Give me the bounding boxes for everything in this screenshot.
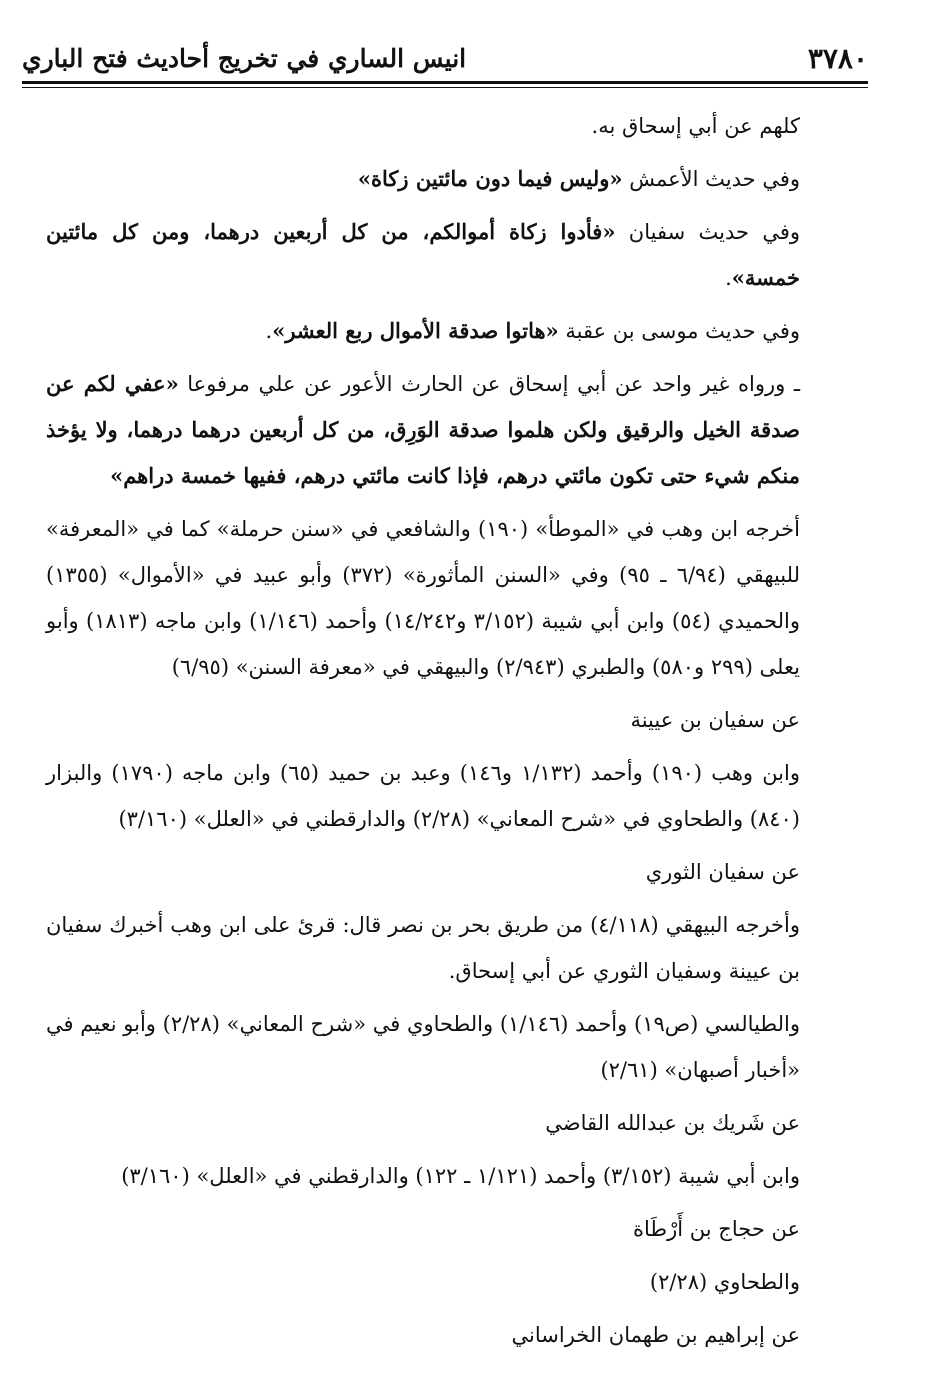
text-segment: وابن وهب (١٩٠) وأحمد (١/١٣٢ و١٤٦) وعبد بن حميد (٦٥) وابن ماجه (١٧٩٠) والبزار (٨٤٠) والطحاوي في «شرح المعاني» (٢/٢٨) والدارقطني في «العلل» (٣/١٦٠) [46, 761, 801, 831]
text-segment: . [265, 319, 273, 343]
text-segment: عن إبراهيم بن طهمان الخراساني [511, 1323, 800, 1347]
text-segment: وفي حديث الأعمش [622, 167, 800, 191]
text-segment: ـ ورواه غير واحد عن أبي إسحاق عن الحارث الأعور عن علي مرفوعا [178, 372, 800, 396]
text-segment: وأخرجه البيهقي (٤/١١٨) من طريق بحر بن نصر قال: قرئ على ابن وهب أخبرك سفيان بن عيينة وسفيان الثوري عن أبي إسحاق. [46, 913, 800, 983]
paragraph [46, 1001, 858, 1093]
page-number: ٣٧٨٠ [807, 42, 868, 75]
text-segment: أخرجه ابن وهب في «الموطأ» (١٩٠) والشافعي في «سنن حرملة» كما في «المعرفة» للبيهقي (٦/٩٤ ـ ٩٥) وفي «السنن المأثورة» (٣٧٢) وأبو عبيد في «الأموال» (١٣٥٥) والحميدي (٥٤) وابن أبي شيبة (٣/١٥٢ و١٤/٢٤٢) وأحمد (١/١٤٦) وابن ماجه (١٨١٣) وأبو يعلى (٢٩٩ و٥٨٠) والطبري (٢/٩٤٣) والبيهقي في «معرفة السنن» (٦/٩٥) [46, 517, 801, 679]
paragraph [46, 308, 858, 354]
hadith-quote: «فأدوا زكاة أموالكم، من كل أربعين درهما، ومن كل مائتين خمسة» [46, 219, 800, 290]
paragraph [46, 902, 858, 994]
text-segment: والطيالسي (ص١٩) وأحمد (١/١٤٦) والطحاوي في «شرح المعاني» (٢/٢٨) وأبو نعيم في «أخبار أصبهان» (٢/٦١) [46, 1012, 801, 1082]
text-segment: وفي حديث سفيان [615, 220, 800, 244]
paragraph [46, 1259, 858, 1305]
running-title: انيس الساري في تخريج أحاديث فتح الباري [22, 44, 467, 73]
paragraph [46, 750, 858, 842]
paragraph [46, 849, 858, 895]
paragraph [46, 1312, 858, 1358]
text-segment: عن حجاج بن أَرْطَاة [633, 1217, 800, 1241]
paragraph [46, 209, 858, 301]
hadith-quote: «عفي لكم عن صدقة الخيل والرقيق ولكن هلموا صدقة الوَرِق، من كل أربعين درهما درهما، ولا يؤخذ منكم شيء حتى تكون مائتي درهم، فإذا كانت مائتي درهم، ففيها خمسة دراهم» [46, 371, 800, 488]
text-segment: كلهم عن أبي إسحاق به. [591, 114, 800, 138]
hadith-quote: «وليس فيما دون مائتين زكاة» [357, 166, 623, 191]
body-text [46, 103, 858, 1365]
header-rule-thick [22, 81, 868, 84]
paragraph [46, 1100, 858, 1146]
paragraph [46, 1153, 858, 1199]
text-segment: عن سفيان الثوري [645, 860, 800, 884]
text-segment: والطحاوي (٢/٢٨) [649, 1270, 800, 1294]
hadith-quote: «هاتوا صدقة الأموال ربع العشر» [272, 318, 559, 343]
text-segment: عن شَريك بن عبدالله القاضي [545, 1111, 800, 1135]
paragraph [46, 103, 858, 149]
paragraph [46, 361, 858, 499]
paragraph [46, 697, 858, 743]
paragraph [46, 1206, 858, 1252]
page-header [22, 40, 868, 78]
paragraph [46, 156, 858, 202]
header-rule-thin [22, 87, 868, 88]
text-segment: عن سفيان بن عيينة [630, 708, 800, 732]
text-segment: وفي حديث موسى بن عقبة [558, 319, 800, 343]
paragraph [46, 506, 858, 690]
text-segment: . [725, 266, 732, 290]
text-segment: وابن أبي شيبة (٣/١٥٢) وأحمد (١/١٢١ ـ ١٢٢) والدارقطني في «العلل» (٣/١٦٠) [121, 1164, 800, 1188]
